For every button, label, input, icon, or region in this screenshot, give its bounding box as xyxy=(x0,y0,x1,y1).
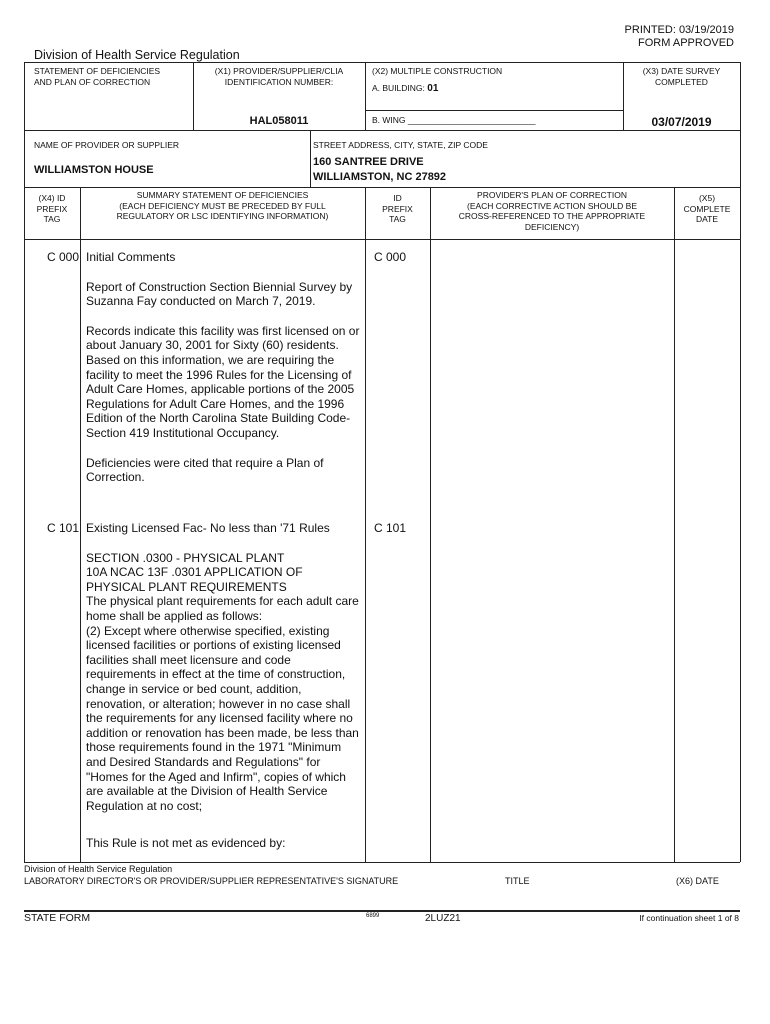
entry-tag: C 101 xyxy=(46,521,79,535)
col-id-prefix-header: ID PREFIX TAG xyxy=(382,193,413,224)
col-summary-header: SUMMARY STATEMENT OF DEFICIENCIES (EACH DEFICIENCY MUST BE PRECEDED BY FULL REGULATORY OR LSC IDENTIFYING INFORMATION) xyxy=(116,190,329,221)
footer-rule xyxy=(24,910,740,912)
col-plan-header: PROVIDER'S PLAN OF CORRECTION (EACH CORRECTIVE ACTION SHOULD BE CROSS-REFERENCED TO THE APPROPRIATE DEFICIENCY) xyxy=(458,190,646,232)
x1-label: (X1) PROVIDER/SUPPLIER/CLIA IDENTIFICATION NUMBER: xyxy=(214,66,344,87)
building-line xyxy=(372,83,617,95)
signature-label: LABORATORY DIRECTOR'S OR PROVIDER/SUPPLIER REPRESENTATIVE'S SIGNATURE xyxy=(24,876,399,886)
building-value: 01 xyxy=(427,83,439,94)
building-label: A. BUILDING: xyxy=(372,83,425,93)
provider-name-label: NAME OF PROVIDER OR SUPPLIER xyxy=(34,140,179,150)
continuation-note: If continuation sheet 1 of 8 xyxy=(639,913,739,923)
entry-paragraph: SECTION .0300 - PHYSICAL PLANT 10A NCAC 13F .0301 APPLICATION OF PHYSICAL PLANT REQUIREMENTS The physical plant requirements for each adult care home shall be applied as follows: (2) Except where otherwise specified, existing licensed facilities or portions of existing licensed facilities shall meet licensure and code requirements in effect at the time of construction, change in service or bed count, addition, renovation, or alteration; however in no case shall the requirements for any licensed facility where no addition or renovation has been made, be less than those requirements found in the 1971 "Minimum and Desired Standards and Regulations" for "Homes for the Aged and Infirm", copies of which are available at the Division of Health Service Regulation at no cost; xyxy=(86,550,359,813)
agency-name: Division of Health Service Regulation xyxy=(34,48,240,62)
address-line2: WILLIAMSTON, NC 27892 xyxy=(313,171,447,183)
event-id: 2LUZ21 xyxy=(425,913,461,924)
statement-label: STATEMENT OF DEFICIENCIES AND PLAN OF CORRECTION xyxy=(34,66,161,87)
address-label: STREET ADDRESS, CITY, STATE, ZIP CODE xyxy=(313,140,488,150)
entry-title: Initial Comments xyxy=(86,250,176,264)
x3-label: (X3) DATE SURVEY COMPLETED xyxy=(642,66,721,87)
date-label: (X6) DATE xyxy=(676,876,719,886)
col-x5-header: (X5) COMPLETE DATE xyxy=(683,193,731,224)
entry-paragraph: Deficiencies were cited that require a Plan of Correction. xyxy=(86,455,324,485)
entry-body xyxy=(86,521,363,866)
entry-id-tag: C 000 xyxy=(374,250,407,264)
entry-body xyxy=(86,250,363,500)
entry-title: Existing Licensed Fac- No less than '71 Rules xyxy=(86,521,330,535)
wing-label: B. WING ___________________________ xyxy=(372,115,536,125)
form-approved: FORM APPROVED xyxy=(638,37,734,49)
entry-id-tag: C 101 xyxy=(374,521,407,535)
entry-paragraph: Records indicate this facility was first licensed on or about January 30, 2001 for Sixty (60) residents. Based on this information, we are requiring the facility to meet the 1996 Rules for the Licensing of Adult Care Homes, applicable portions of the 2005 Regulations for Adult Care Homes, and the 1996 Edition of the North Carolina State Building Code-Section 419 Institutional Occupancy. xyxy=(86,323,360,440)
col-x4-header: (X4) ID PREFIX TAG xyxy=(36,193,68,224)
address-line1: 160 SANTREE DRIVE xyxy=(313,156,424,168)
entry-paragraph: This Rule is not met as evidenced by: xyxy=(86,836,286,851)
x3-value: 03/07/2019 xyxy=(651,115,712,129)
x1-value: HAL058011 xyxy=(249,115,309,127)
printed-date: PRINTED: 03/19/2019 xyxy=(624,24,734,36)
entry-paragraph: Report of Construction Section Biennial Survey by Suzanna Fay conducted on March 7, 2019. xyxy=(86,279,353,309)
state-form: STATE FORM xyxy=(24,912,91,924)
entry-tag: C 000 xyxy=(46,250,79,264)
provider-name: WILLIAMSTON HOUSE xyxy=(34,164,154,176)
title-label: TITLE xyxy=(505,876,530,886)
footer-agency: Division of Health Service Regulation xyxy=(24,864,173,874)
x2-label: (X2) MULTIPLE CONSTRUCTION xyxy=(372,66,503,76)
form-number: 6899 xyxy=(366,913,380,919)
